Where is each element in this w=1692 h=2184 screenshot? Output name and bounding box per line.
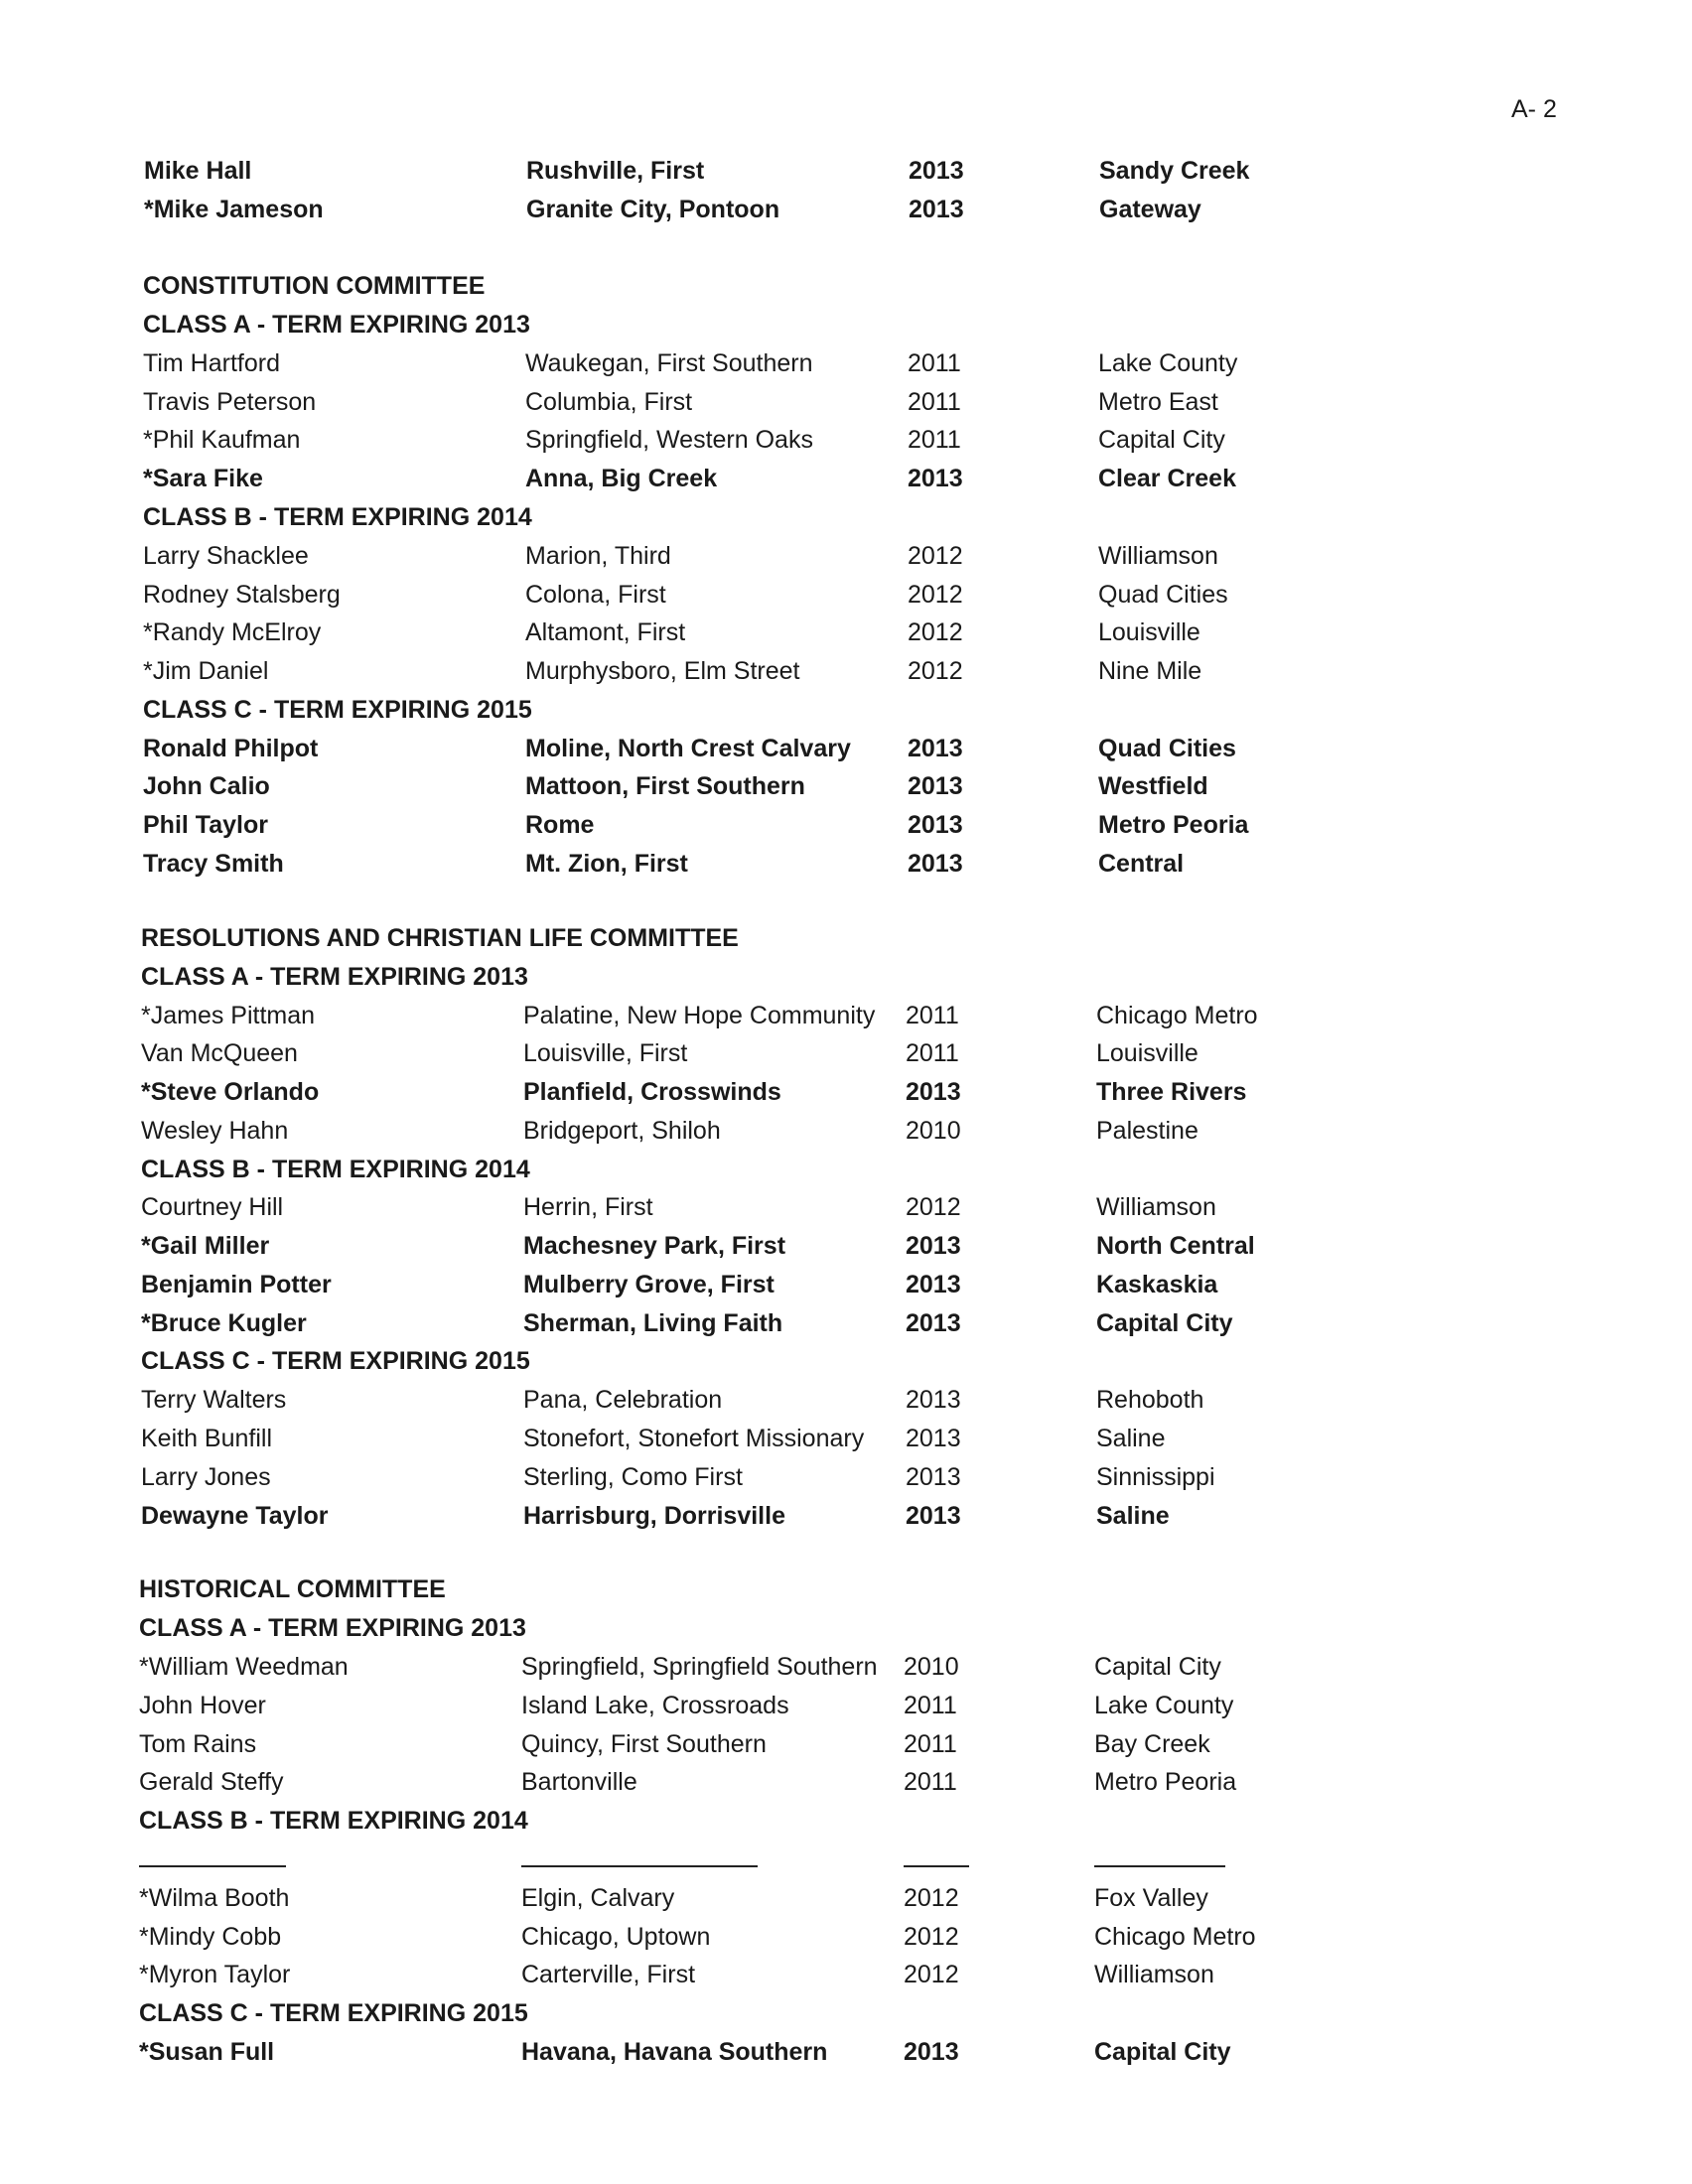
member-association: Metro East [1098,388,1218,416]
class-title: CLASS C - TERM EXPIRING 2015 [143,696,532,724]
member-association: Fox Valley [1094,1884,1208,1912]
member-association: Sinnissippi [1096,1463,1215,1491]
class-title: CLASS B - TERM EXPIRING 2014 [141,1156,530,1183]
member-name: Tim Hartford [143,349,280,377]
member-church: Rushville, First [526,157,705,185]
member-association: Clear Creek [1098,465,1236,492]
page-number: A- 2 [1511,95,1557,123]
member-church: Mattoon, First Southern [525,772,805,800]
member-church: Louisville, First [523,1039,688,1067]
member-year: 2012 [908,581,963,609]
member-year: 2013 [906,1502,961,1530]
member-association: Gateway [1099,196,1201,223]
member-church: Marion, Third [525,542,671,570]
member-association: Bay Creek [1094,1730,1210,1758]
member-association: Kaskaskia [1096,1271,1218,1298]
member-name: *James Pittman [141,1002,316,1029]
member-church: Granite City, Pontoon [526,196,780,223]
member-association: Rehoboth [1096,1386,1204,1414]
member-church: Bridgeport, Shiloh [523,1117,721,1145]
member-name: Van McQueen [141,1039,298,1067]
member-year: 2012 [904,1961,959,1988]
member-association: Quad Cities [1098,581,1228,609]
member-year: 2013 [909,196,964,223]
class-title: CLASS C - TERM EXPIRING 2015 [141,1347,530,1375]
member-association: Williamson [1094,1961,1214,1988]
committee-title: CONSTITUTION COMMITTEE [143,272,486,300]
member-year: 2011 [904,1692,957,1719]
member-year: 2011 [906,1039,959,1067]
member-association: Saline [1096,1425,1166,1452]
member-church: Planfield, Crosswinds [523,1078,781,1106]
member-association: Williamson [1098,542,1218,570]
class-title: CLASS B - TERM EXPIRING 2014 [143,503,532,531]
member-name: *Wilma Booth [139,1884,290,1912]
class-title: CLASS A - TERM EXPIRING 2013 [141,963,528,991]
member-association: Westfield [1098,772,1208,800]
member-church: Mt. Zion, First [525,850,688,878]
member-name: *Randy McElroy [143,618,322,646]
member-year: 2013 [906,1232,961,1260]
member-year: 2012 [908,657,963,685]
member-association: Lake County [1094,1692,1234,1719]
member-church: Palatine, New Hope Community [523,1002,876,1029]
member-name: *Sara Fike [143,465,263,492]
member-year: 2011 [906,1002,959,1029]
member-association: Quad Cities [1098,735,1236,762]
member-name: Terry Walters [141,1386,287,1414]
member-name: *Myron Taylor [139,1961,291,1988]
committee-title: HISTORICAL COMMITTEE [139,1575,446,1603]
member-name: *Steve Orlando [141,1078,320,1106]
member-name: John Hover [139,1692,266,1719]
member-church: Sterling, Como First [523,1463,743,1491]
member-church: Herrin, First [523,1193,653,1221]
member-association: Sandy Creek [1099,157,1250,185]
member-year: 2010 [904,1653,959,1681]
member-association: Capital City [1094,1653,1221,1681]
member-name: *William Weedman [139,1653,349,1681]
member-church: Carterville, First [521,1961,696,1988]
member-church: Stonefort, Stonefort Missionary [523,1425,865,1452]
member-association: Lake County [1098,349,1238,377]
member-name: *Mindy Cobb [139,1923,282,1951]
member-association: Saline [1096,1502,1170,1530]
member-year: 2013 [906,1078,961,1106]
class-title: CLASS B - TERM EXPIRING 2014 [139,1807,528,1835]
member-church: Havana, Havana Southern [521,2038,828,2066]
member-church: Rome [525,811,595,839]
member-name: Dewayne Taylor [141,1502,329,1530]
member-association: Three Rivers [1096,1078,1247,1106]
member-church: Springfield, Springfield Southern [521,1653,878,1681]
member-name: *Jim Daniel [143,657,269,685]
blank-line [1094,1865,1225,1867]
member-year: 2013 [908,811,963,839]
member-name: Rodney Stalsberg [143,581,341,609]
member-church: Colona, First [525,581,666,609]
member-year: 2012 [904,1884,959,1912]
member-church: Murphysboro, Elm Street [525,657,800,685]
member-association: Chicago Metro [1094,1923,1256,1951]
member-church: Waukegan, First Southern [525,349,813,377]
member-association: Capital City [1098,426,1225,454]
member-year: 2012 [908,542,963,570]
member-association: North Central [1096,1232,1255,1260]
member-name: *Susan Full [139,2038,275,2066]
blank-line [521,1865,758,1867]
member-association: Chicago Metro [1096,1002,1258,1029]
member-association: Metro Peoria [1094,1768,1237,1796]
member-association: Metro Peoria [1098,811,1249,839]
member-church: Island Lake, Crossroads [521,1692,789,1719]
member-church: Mulberry Grove, First [523,1271,775,1298]
member-year: 2012 [908,618,963,646]
member-name: *Mike Jameson [144,196,324,223]
blank-line [139,1865,286,1867]
member-name: John Calio [143,772,270,800]
member-name: *Phil Kaufman [143,426,301,454]
member-association: Louisville [1096,1039,1198,1067]
member-year: 2013 [906,1309,961,1337]
member-name: Mike Hall [144,157,252,185]
member-church: Machesney Park, First [523,1232,786,1260]
member-church: Quincy, First Southern [521,1730,767,1758]
class-title: CLASS A - TERM EXPIRING 2013 [143,311,530,339]
member-year: 2010 [906,1117,961,1145]
member-name: Larry Shacklee [143,542,309,570]
member-year: 2013 [909,157,964,185]
member-year: 2011 [904,1768,957,1796]
member-name: Keith Bunfill [141,1425,273,1452]
member-name: *Bruce Kugler [141,1309,307,1337]
member-year: 2013 [906,1463,961,1491]
member-name: Phil Taylor [143,811,268,839]
member-year: 2011 [908,426,961,454]
member-name: Courtney Hill [141,1193,284,1221]
member-year: 2013 [908,465,963,492]
class-title: CLASS A - TERM EXPIRING 2013 [139,1614,526,1642]
member-name: Tom Rains [139,1730,257,1758]
member-name: Wesley Hahn [141,1117,289,1145]
member-year: 2012 [904,1923,959,1951]
member-church: Columbia, First [525,388,693,416]
member-church: Anna, Big Creek [525,465,718,492]
member-year: 2013 [904,2038,959,2066]
member-year: 2013 [908,850,963,878]
member-year: 2011 [904,1730,957,1758]
member-church: Moline, North Crest Calvary [525,735,851,762]
member-year: 2013 [906,1271,961,1298]
member-year: 2011 [908,349,961,377]
member-year: 2011 [908,388,961,416]
member-church: Pana, Celebration [523,1386,723,1414]
member-year: 2013 [908,772,963,800]
member-church: Sherman, Living Faith [523,1309,783,1337]
member-church: Altamont, First [525,618,686,646]
member-association: Williamson [1096,1193,1216,1221]
member-name: *Gail Miller [141,1232,270,1260]
member-name: Gerald Steffy [139,1768,284,1796]
member-association: Palestine [1096,1117,1198,1145]
member-association: Capital City [1094,2038,1231,2066]
member-church: Chicago, Uptown [521,1923,711,1951]
member-church: Elgin, Calvary [521,1884,675,1912]
member-year: 2013 [908,735,963,762]
committee-title: RESOLUTIONS AND CHRISTIAN LIFE COMMITTEE [141,924,739,952]
class-title: CLASS C - TERM EXPIRING 2015 [139,1999,528,2027]
member-name: Ronald Philpot [143,735,319,762]
member-name: Benjamin Potter [141,1271,332,1298]
member-name: Tracy Smith [143,850,284,878]
member-name: Larry Jones [141,1463,271,1491]
member-year: 2013 [906,1425,961,1452]
member-association: Nine Mile [1098,657,1202,685]
member-association: Central [1098,850,1185,878]
member-year: 2013 [906,1386,961,1414]
member-church: Harrisburg, Dorrisville [523,1502,785,1530]
member-name: Travis Peterson [143,388,317,416]
member-association: Capital City [1096,1309,1233,1337]
member-association: Louisville [1098,618,1200,646]
member-church: Bartonville [521,1768,637,1796]
member-church: Springfield, Western Oaks [525,426,813,454]
member-year: 2012 [906,1193,961,1221]
blank-line [904,1865,969,1867]
